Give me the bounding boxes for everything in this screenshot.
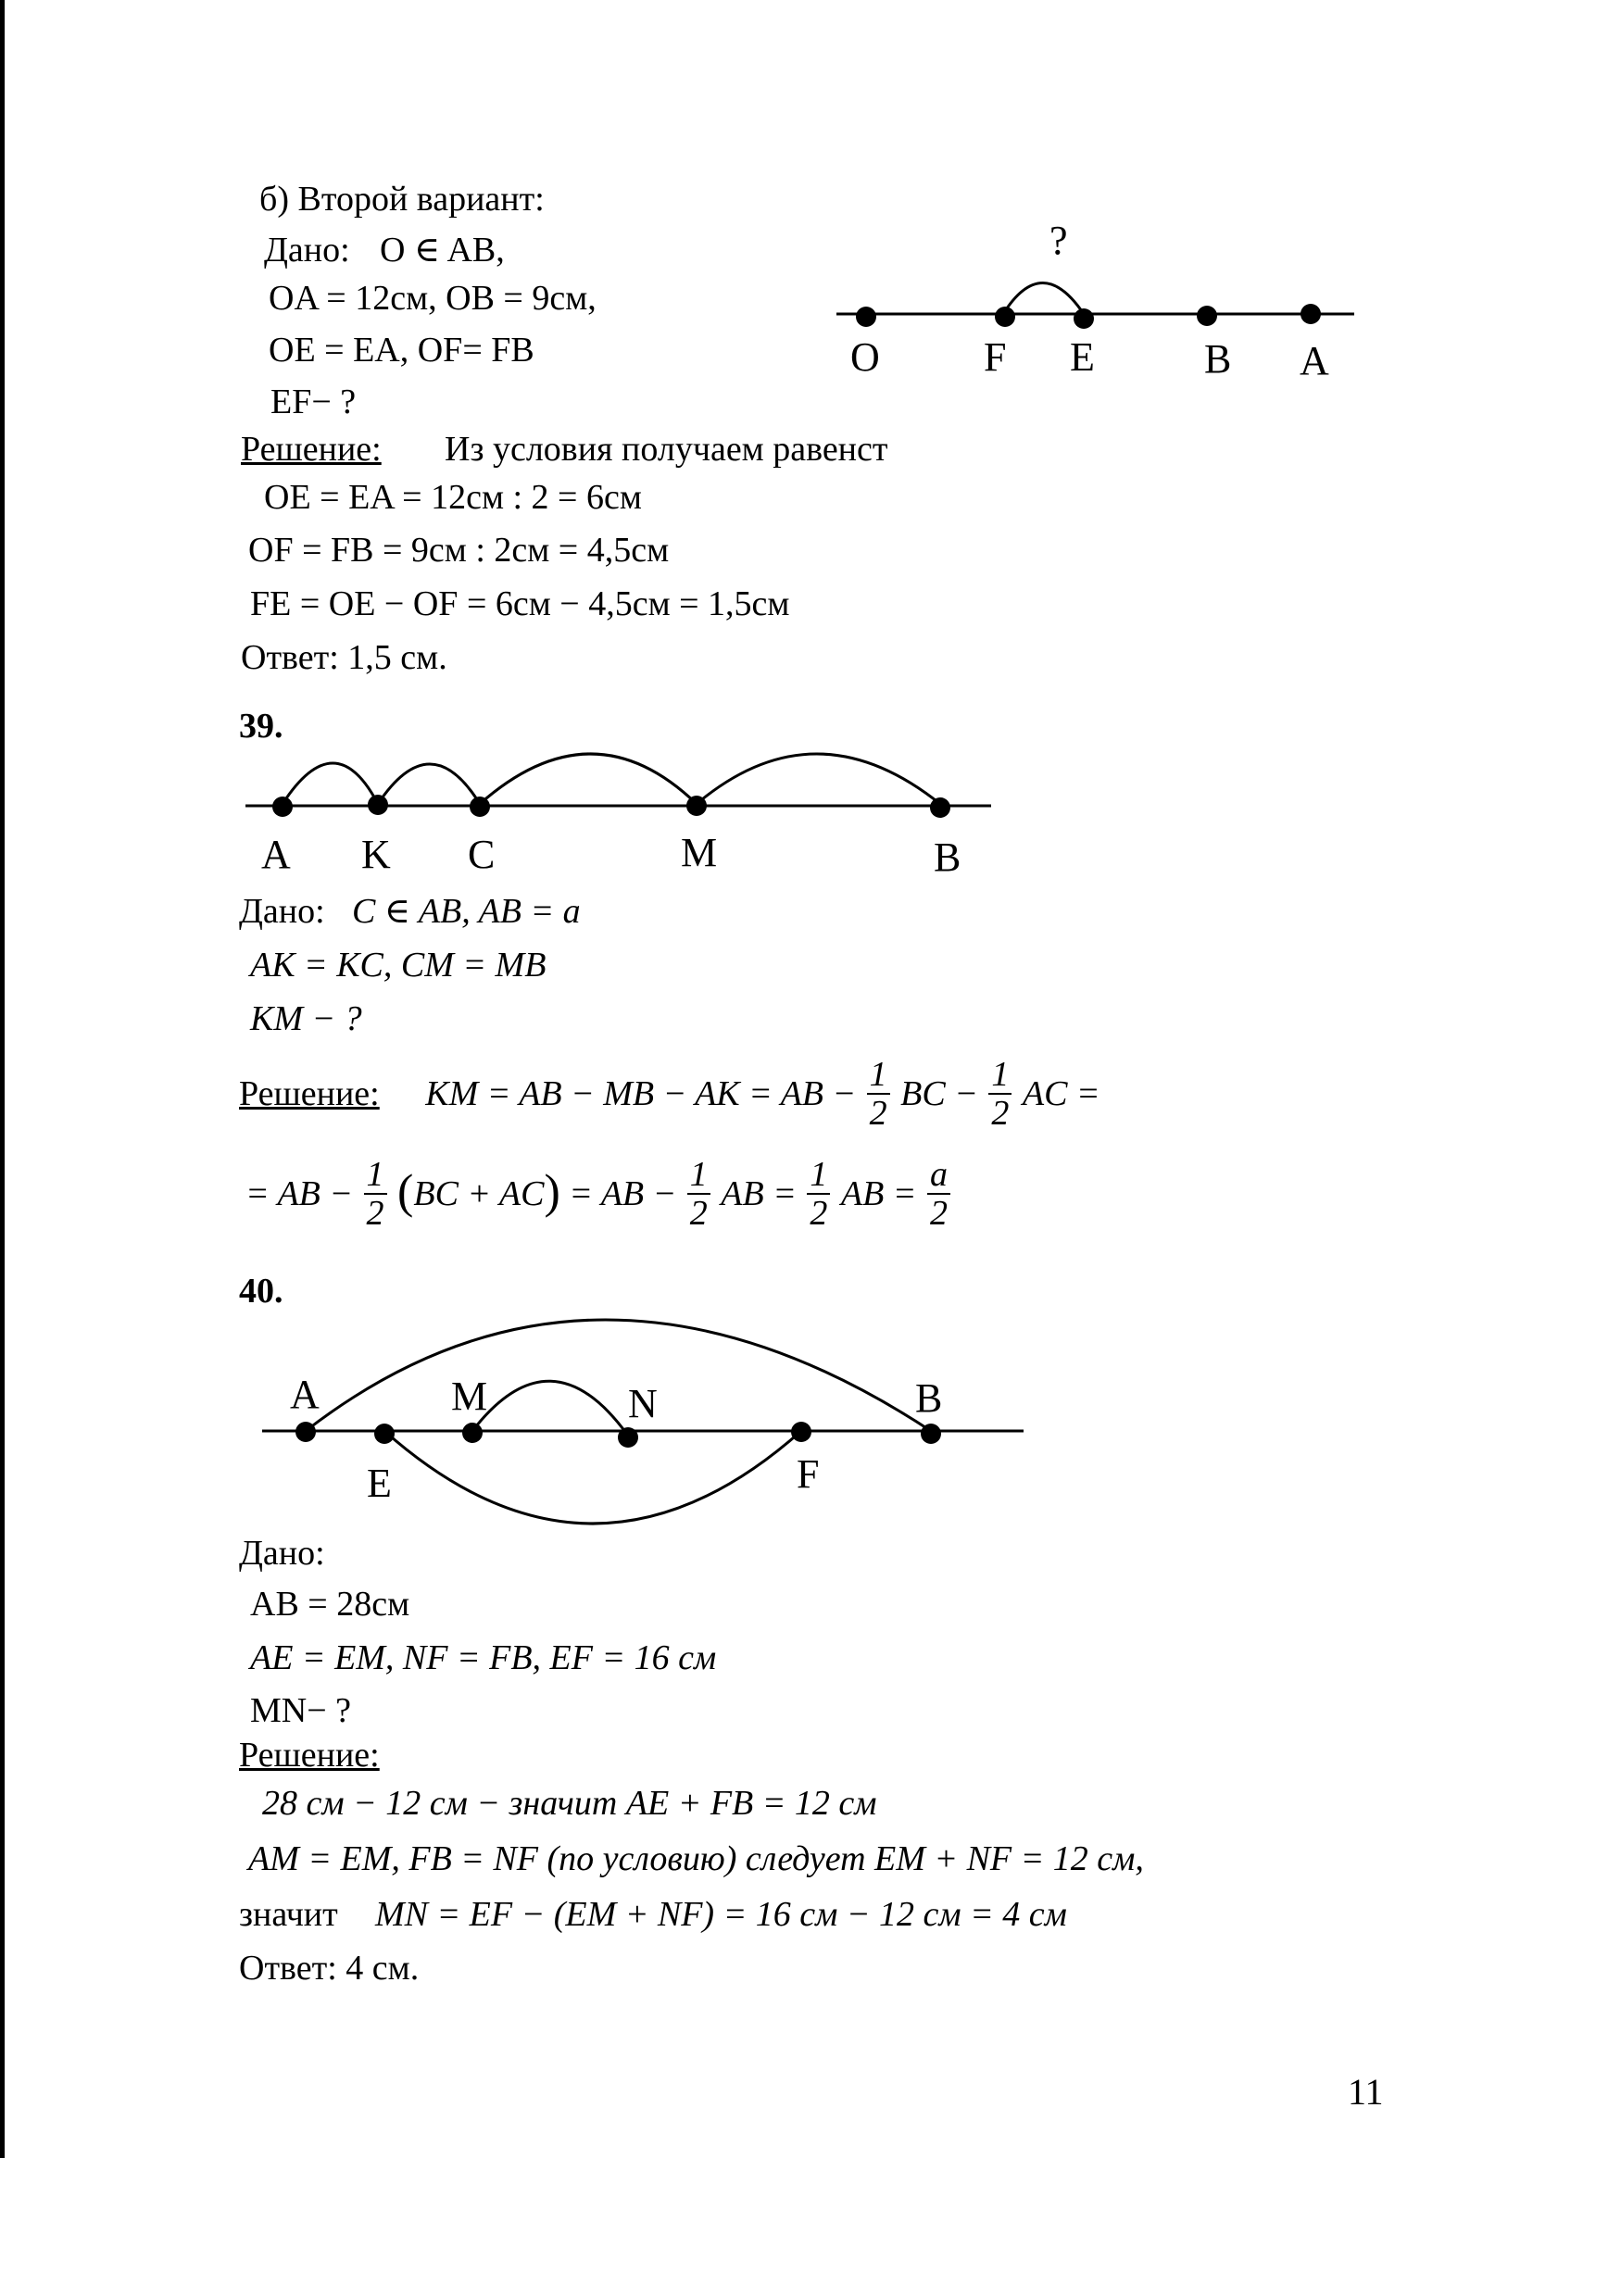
page-number: 11 — [1348, 2071, 1384, 2113]
label-k: K — [361, 832, 391, 877]
section-b-solution-label: Решение: — [241, 430, 382, 469]
problem-40-step-1: 28 см − 12 см − значит AE + FB = 12 см — [262, 1784, 877, 1823]
label-n: N — [628, 1381, 658, 1426]
figure-40-arc-ef — [384, 1431, 801, 1524]
section-b-find: EF− ? — [270, 383, 357, 421]
problem-39-solution-line-2 — [245, 1156, 952, 1232]
fraction-one-half — [867, 1056, 890, 1132]
label-f: F — [797, 1451, 820, 1497]
label-e: E — [367, 1461, 392, 1506]
label-o: O — [850, 334, 880, 380]
problem-40-given-1: AB = 28см — [250, 1585, 410, 1624]
problem-40-given-2: AE = EM, NF = FB, EF = 16 см — [250, 1638, 717, 1677]
problem-40-step-3: MN = EF − (EM + NF) = 16 см − 12 см = 4 см — [375, 1895, 1067, 1934]
point-o — [856, 307, 876, 327]
fraction-one-half — [687, 1156, 710, 1232]
point-a — [295, 1422, 316, 1442]
label-a: A — [1300, 338, 1329, 383]
figure-39-arc-kc — [378, 764, 480, 804]
problem-40-step-3-word: значит — [239, 1895, 338, 1934]
numerator: 1 — [988, 1056, 1012, 1095]
point-c — [470, 797, 490, 817]
figure-39-arc-mb — [697, 754, 940, 804]
figure-39-arc-cm — [480, 754, 697, 804]
point-m — [686, 796, 707, 816]
problem-39-line2-a: = AB − — [245, 1174, 354, 1213]
section-b-answer: Ответ: 1,5 см. — [241, 638, 447, 677]
label-a: A — [261, 832, 291, 877]
problem-39-find: KM − ? — [250, 999, 362, 1038]
point-a — [272, 797, 293, 817]
label-e: E — [1070, 334, 1095, 380]
denominator: 2 — [869, 1094, 887, 1133]
label-b: B — [934, 834, 961, 880]
figure-39 — [245, 754, 991, 806]
figure-b-question-mark: ? — [1049, 218, 1068, 263]
label-f: F — [984, 334, 1007, 380]
point-e — [374, 1424, 395, 1444]
problem-40-find: MN− ? — [250, 1691, 352, 1730]
section-b-given-3: OE = EA, OF= FB — [269, 331, 534, 370]
section-b-step-2: OF = FB = 9см : 2см = 4,5см — [248, 531, 670, 570]
section-b-solution-intro: Из условия получаем равенст — [445, 430, 888, 469]
label-b: B — [915, 1375, 943, 1421]
problem-39-given-1: C ∈ AB, AB = a — [352, 892, 581, 931]
denominator: 2 — [929, 1194, 948, 1233]
section-b-step-1: OE = EA = 12см : 2 = 6см — [264, 478, 642, 517]
problem-39-line2-e: AB = — [840, 1174, 917, 1213]
point-a — [1301, 304, 1321, 324]
denominator: 2 — [689, 1194, 708, 1233]
denominator: 2 — [810, 1194, 828, 1233]
problem-39-number: 39. — [239, 707, 283, 746]
problem-40-solution-label: Решение: — [239, 1736, 380, 1775]
problem-39-line2-b: BC + AC — [413, 1174, 545, 1213]
problem-40-number: 40. — [239, 1272, 283, 1311]
point-m — [462, 1423, 483, 1443]
figure-b-arc-fe — [1003, 283, 1084, 315]
problem-40-given-label: Дано: — [239, 1534, 325, 1573]
problem-39-given-2: AK = KC, CM = MB — [250, 946, 547, 985]
numerator: 1 — [867, 1056, 890, 1095]
problem-40-step-2: AM = EM, FB = NF (по условию) следует EM + NF = 12 см, — [248, 1839, 1144, 1878]
numerator: 1 — [687, 1156, 710, 1195]
point-e — [1074, 308, 1094, 329]
problem-39-line1-a: KM = AB − MB − AK = AB − — [425, 1074, 857, 1113]
section-b-given-1: O ∈ AB, — [380, 231, 505, 270]
fraction-one-half — [364, 1156, 387, 1232]
section-b-given-label: Дано: — [264, 231, 350, 270]
point-n — [618, 1427, 638, 1448]
problem-39-solution-label: Решение: — [239, 1074, 380, 1113]
problem-39-line2-d: AB = — [721, 1174, 797, 1213]
label-m: M — [451, 1374, 488, 1419]
label-a: A — [290, 1372, 320, 1417]
figure-40-arc-mn — [472, 1381, 628, 1436]
section-b-step-3: FE = OE − OF = 6см − 4,5см = 1,5см — [250, 584, 790, 623]
problem-39-line1-c: AC = — [1022, 1074, 1100, 1113]
problem-40-answer: Ответ: 4 см. — [239, 1949, 420, 1988]
point-f — [791, 1422, 811, 1442]
numerator: 1 — [807, 1156, 830, 1195]
problem-39-line2-c: = AB − — [569, 1174, 677, 1213]
numerator: 1 — [364, 1156, 387, 1195]
point-b — [921, 1424, 941, 1444]
numerator: a — [927, 1156, 950, 1195]
point-k — [368, 795, 388, 815]
fraction-one-half — [988, 1056, 1012, 1132]
fraction-a-half — [927, 1156, 950, 1232]
paren-right: ) — [544, 1165, 560, 1219]
label-c: C — [468, 832, 496, 877]
figure-section-b — [836, 283, 1354, 315]
label-m: M — [681, 830, 718, 875]
point-b — [1197, 306, 1217, 326]
problem-39-solution-line-1 — [239, 1056, 1100, 1132]
denominator: 2 — [366, 1194, 384, 1233]
point-f — [995, 307, 1015, 327]
section-b-title: б) Второй вариант: — [259, 180, 545, 219]
paren-left: ( — [397, 1165, 414, 1219]
figure-40-arc-ab — [306, 1320, 931, 1431]
section-b-given-2: OA = 12см, OB = 9см, — [269, 279, 597, 318]
fraction-one-half — [807, 1156, 830, 1232]
point-b — [930, 797, 950, 818]
denominator: 2 — [991, 1094, 1010, 1133]
problem-39-line1-b: BC − — [900, 1074, 978, 1113]
label-b: B — [1204, 336, 1232, 382]
figure-39-arc-ak — [283, 763, 378, 804]
problem-39-given-label: Дано: — [239, 892, 325, 931]
